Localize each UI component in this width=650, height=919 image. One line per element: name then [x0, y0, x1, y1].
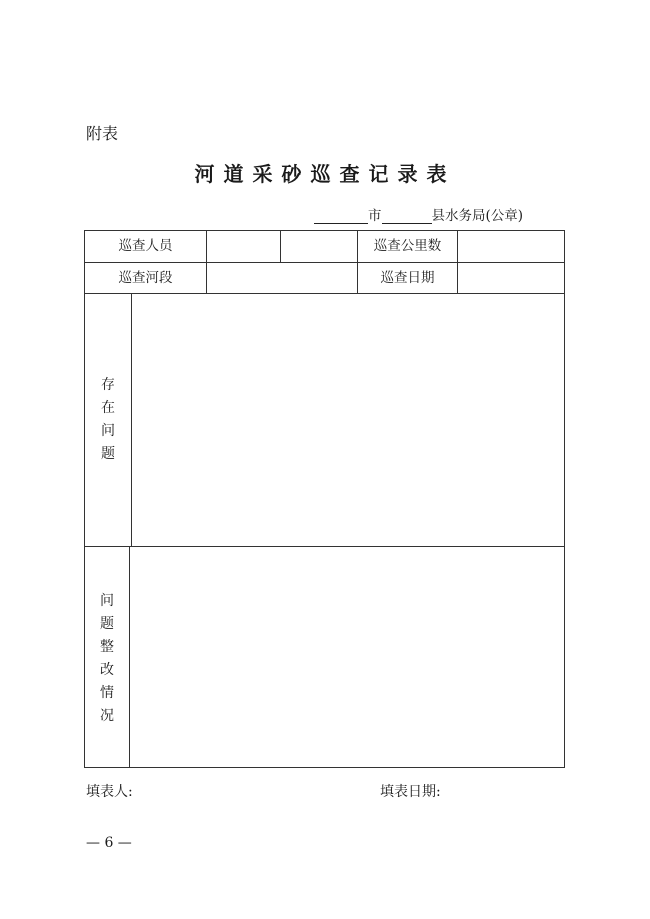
attachment-label: 附表	[86, 124, 119, 143]
distance-label: 巡查公里数	[373, 238, 442, 254]
fill-date-label: 填表日期:	[380, 784, 441, 800]
rectification-label-char: 况	[100, 708, 114, 724]
table-section-divider	[84, 546, 565, 547]
table-border-left	[84, 230, 85, 768]
table-row-divider	[84, 293, 565, 294]
issuing-authority-line	[314, 204, 523, 224]
city-suffix: 市	[368, 208, 382, 224]
inspector-field[interactable]	[207, 237, 280, 255]
filler-label: 填表人:	[86, 784, 133, 800]
date-field[interactable]	[458, 269, 564, 287]
inspector-field-2[interactable]	[281, 237, 357, 255]
form-title: 河道采砂巡查记录表	[194, 162, 456, 186]
problems-label	[98, 374, 118, 466]
table-border-top	[84, 230, 565, 231]
county-suffix: 县水务局(公章)	[431, 208, 524, 224]
rectification-label-char: 整	[100, 639, 114, 655]
rectification-label-char: 情	[100, 685, 114, 701]
date-label: 巡查日期	[380, 270, 435, 286]
distance-field[interactable]	[458, 237, 564, 255]
inspector-label: 巡查人员	[118, 238, 173, 254]
rectification-label-char: 题	[100, 616, 114, 632]
rectification-field[interactable]	[131, 548, 563, 766]
city-blank[interactable]	[314, 209, 368, 224]
problems-label-char: 问	[101, 423, 115, 439]
table-border-right	[564, 230, 565, 768]
problems-field[interactable]	[133, 295, 563, 545]
problems-label-char: 题	[101, 446, 115, 462]
rectification-label-char: 改	[100, 662, 114, 678]
page-number: — 6 —	[86, 835, 132, 851]
river-section-field[interactable]	[207, 269, 357, 287]
river-section-label: 巡查河段	[118, 270, 173, 286]
problems-label-char: 在	[101, 400, 115, 416]
table-col-divider	[131, 293, 132, 546]
rectification-label-char: 问	[100, 593, 114, 609]
table-col-divider	[129, 546, 130, 767]
county-blank[interactable]	[382, 209, 432, 224]
table-border-bottom	[84, 767, 565, 768]
table-row-divider	[84, 262, 565, 263]
problems-label-char: 存	[101, 377, 115, 393]
rectification-label	[97, 590, 117, 728]
